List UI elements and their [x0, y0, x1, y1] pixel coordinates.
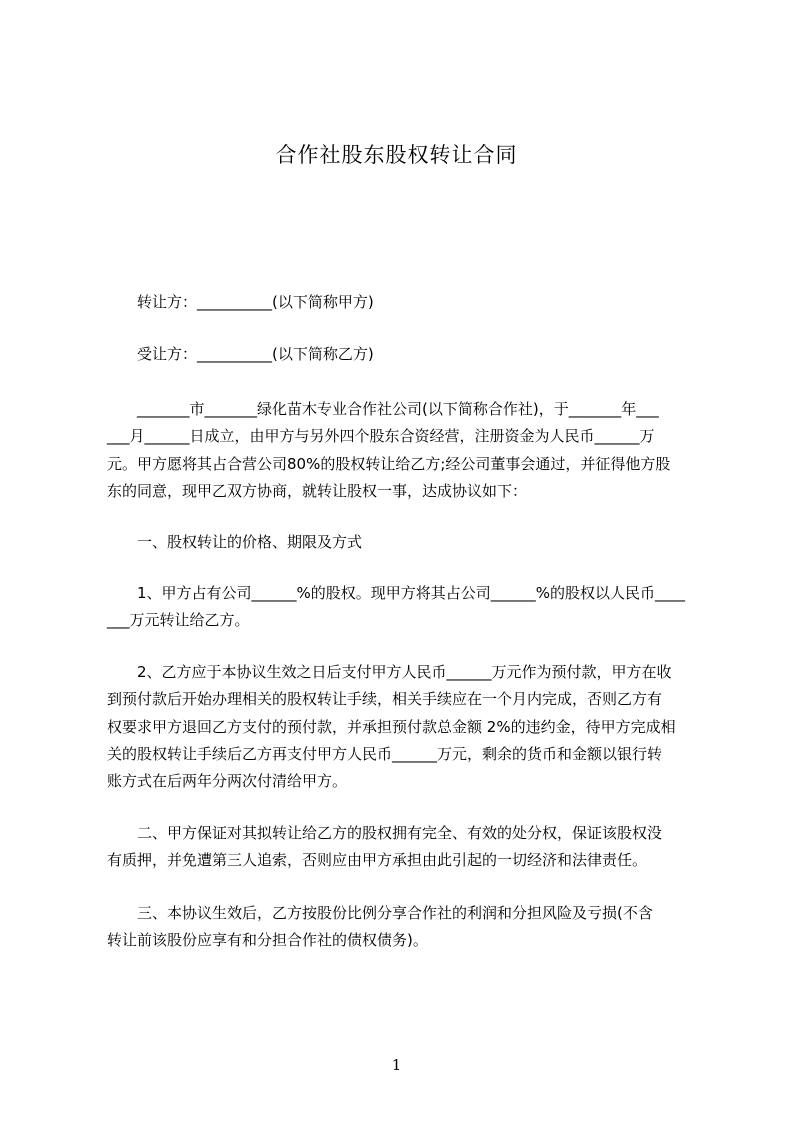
document-title: 合作社股东股权转让合同: [275, 143, 518, 167]
paragraph-line: 二、甲方保证对其拟转让给乙方的股权拥有完全、有效的处分权，保证该股权没: [137, 824, 663, 842]
paragraph-line: 1、甲方占有公司______%的股权。现甲方将其占公司______%的股权以人民币____: [137, 584, 686, 602]
paragraph-line: 东的同意，现甲乙双方协商，就转让股权一事，达成协议如下：: [107, 482, 528, 500]
page-number: 1: [391, 1056, 402, 1074]
paragraph-line: 账方式在后两年分两次付清给甲方。: [107, 772, 348, 790]
paragraph-line: 三、本协议生效后，乙方按股份比例分享合作社的利润和分担风险及亏损(不含: [137, 904, 653, 922]
paragraph-line: 有质押，并免遭第三人追索，否则应由甲方承担由此引起的一切经济和法律责任。: [107, 851, 648, 869]
paragraph-line: 到预付款后开始办理相关的股权转让手续，相关手续应在一个月内完成，否则乙方有: [107, 690, 663, 708]
paragraph-line: _______市_______绿化苗木专业合作社公司(以下简称合作社)，于_______年___: [137, 400, 659, 418]
paragraph-line: ___万元转让给乙方。: [107, 611, 250, 629]
section-heading: 一、股权转让的价格、期限及方式: [137, 533, 363, 551]
paragraph-line: 转让前该股份应享有和分担合作社的债权债务)。: [107, 931, 428, 949]
paragraph-line: 权要求甲方退回乙方支付的预付款，并承担预付款总金额 2%的违约金，待甲方完成相: [107, 718, 676, 736]
paragraph-line: 2、乙方应于本协议生效之日后支付甲方人民币______万元作为预付款，甲方在收: [137, 663, 672, 681]
paragraph-line: 元。甲方愿将其占合营公司80%的股权转让给乙方;经公司董事会通过，并征得他方股: [107, 455, 671, 473]
paragraph-line: 关的股权转让手续后乙方再支付甲方人民币______万元，剩余的货币和金额以银行转: [107, 745, 663, 763]
paragraph-line: ___月______日成立，由甲方与另外四个股东合资经营，注册资金为人民币______万: [107, 427, 655, 445]
transferee-line: 受让方：__________(以下简称乙方): [137, 345, 374, 363]
transferor-line: 转让方：__________(以下简称甲方): [137, 293, 374, 311]
